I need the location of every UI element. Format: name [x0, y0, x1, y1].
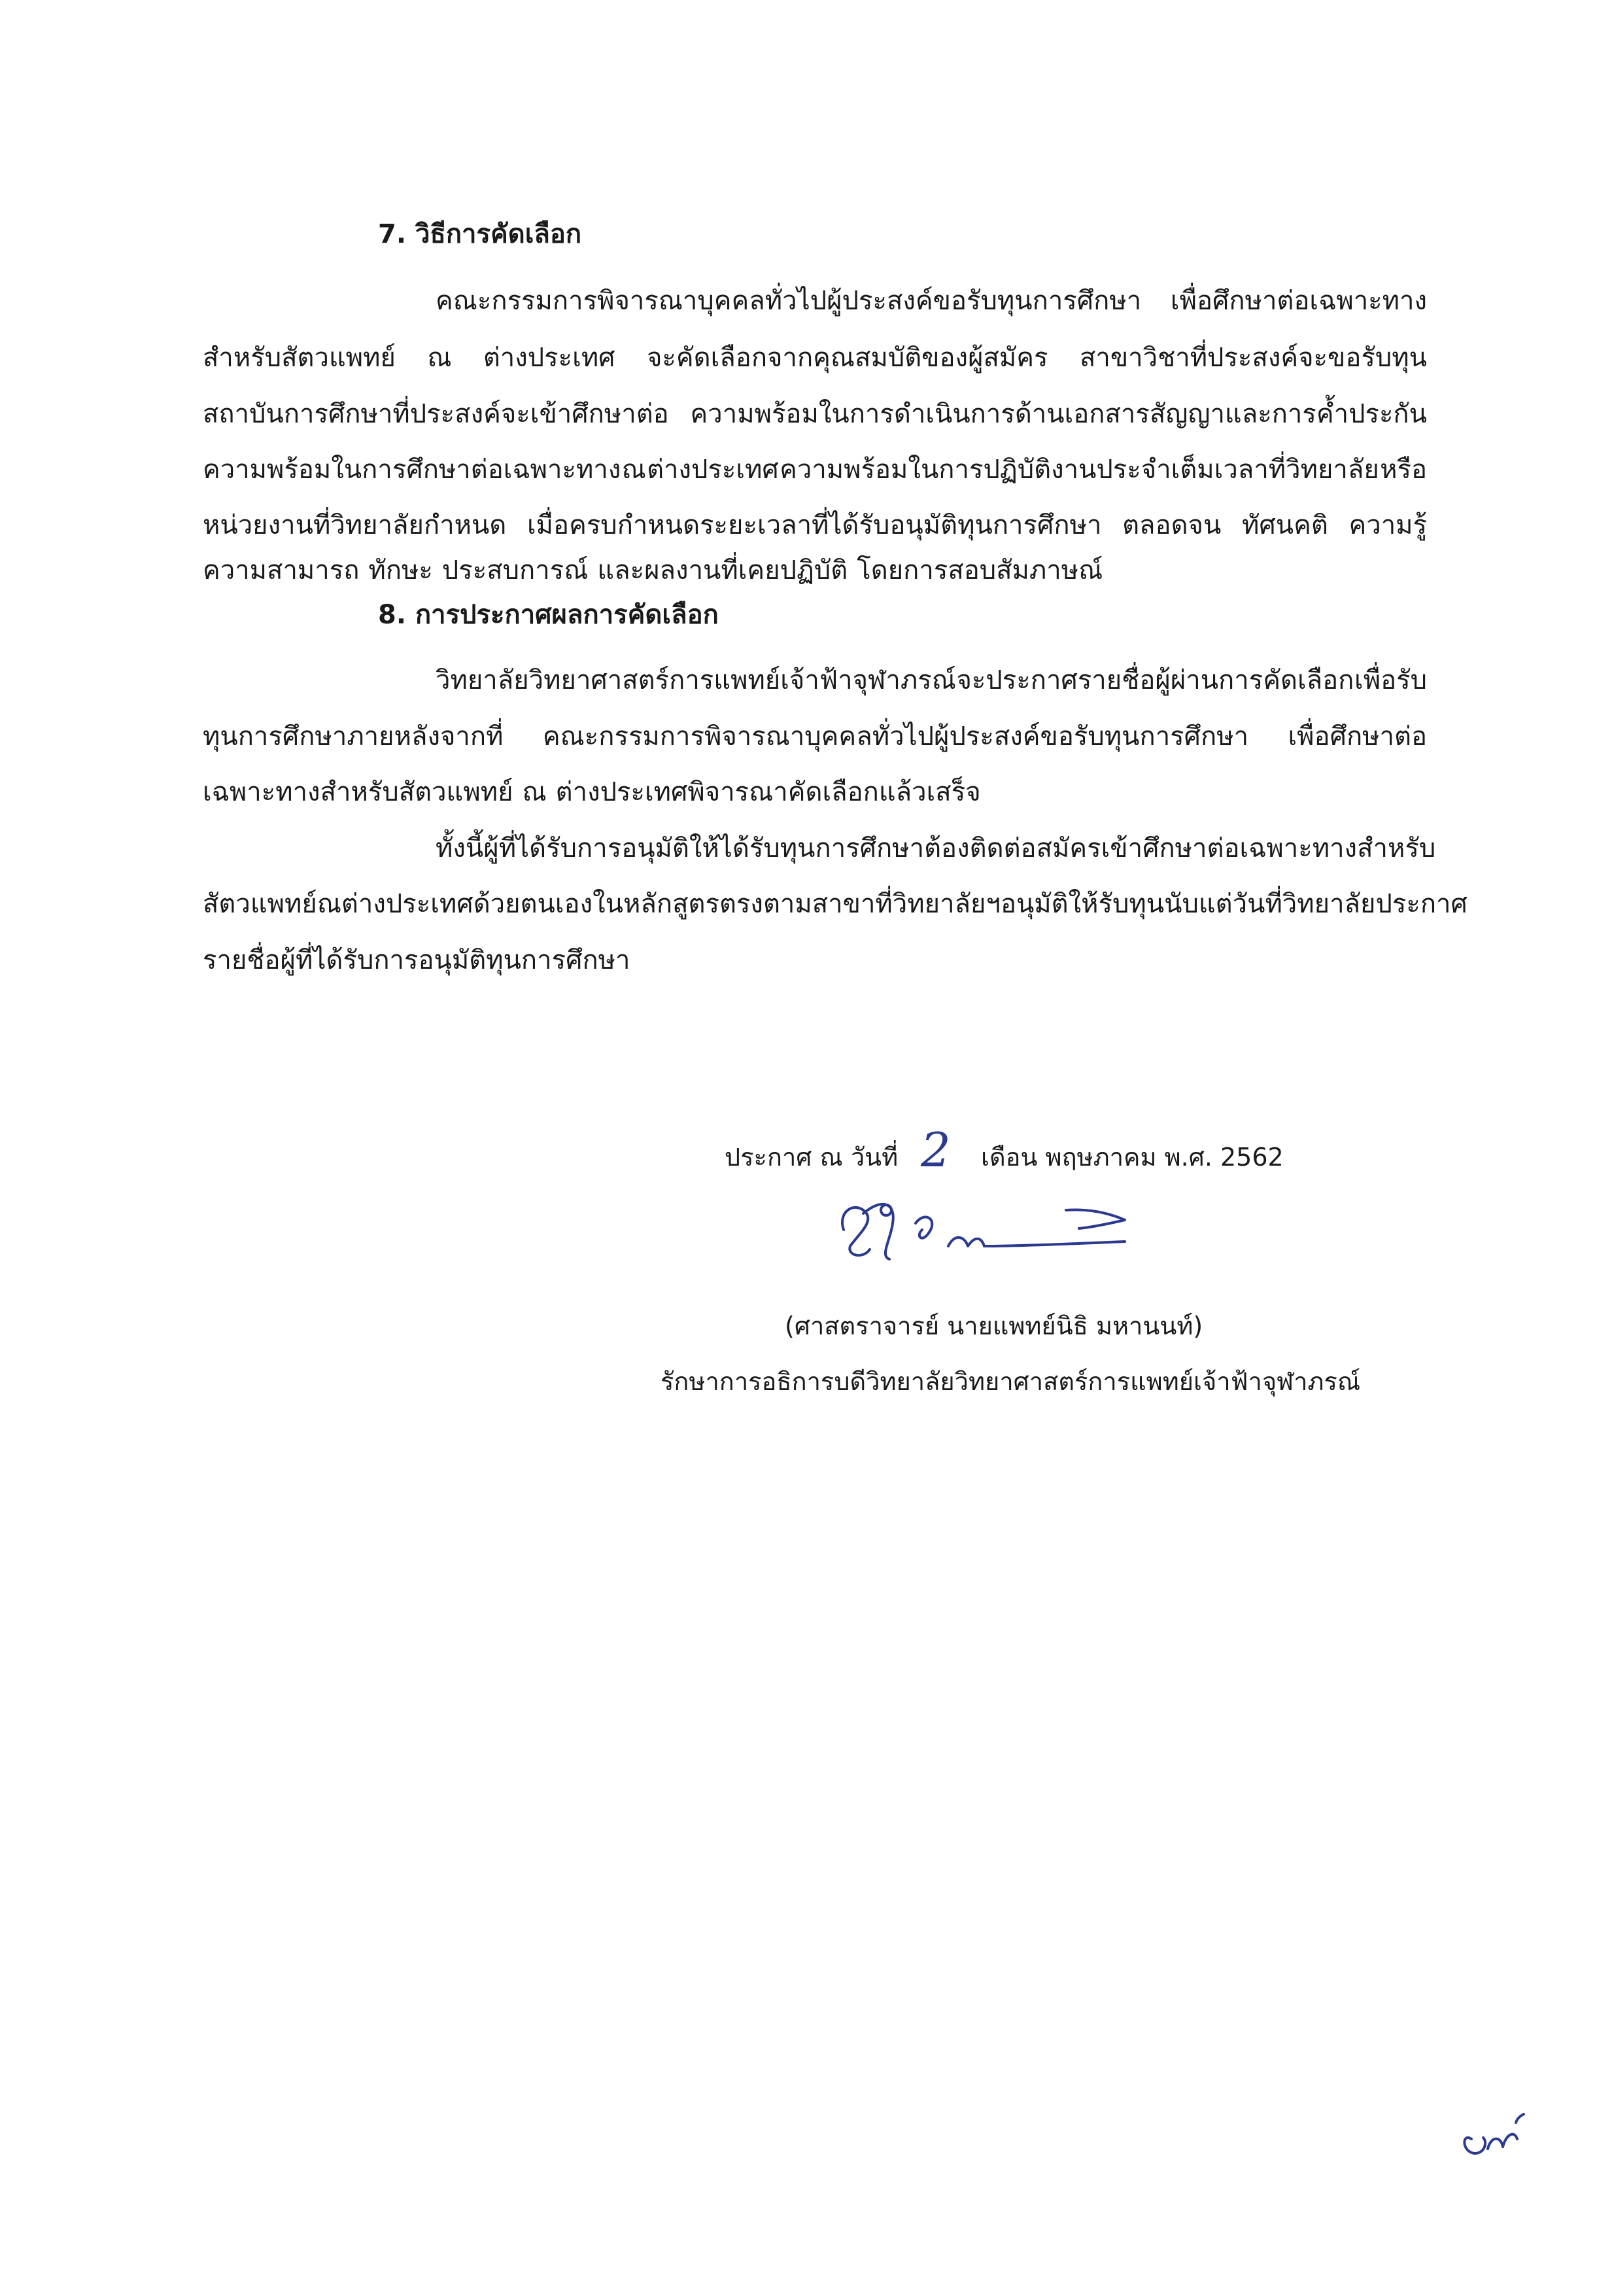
section-8-para-2-line-2	[203, 889, 1468, 919]
text-segment: สาขาวิชาที่ประสงค์จะขอรับทุน	[1079, 343, 1427, 373]
text-segment: คณะกรรมการพิจารณาบุคคลทั่วไปผู้ประสงค์ขอรับทุนการศึกษา	[436, 286, 1142, 316]
text-segment: ความรู้	[1348, 510, 1427, 540]
text-segment: ต่างประเทศพิจารณาคัดเลือกแล้วเสร็จ	[555, 777, 981, 807]
section-8-para-2-line-1	[436, 833, 1436, 863]
signature-image	[817, 1184, 1158, 1276]
text-segment: ประสบการณ์	[441, 555, 589, 585]
text-segment: สำหรับสัตวแพทย์	[203, 343, 396, 373]
text-segment: สัตวแพทย์	[203, 889, 317, 919]
announcement-prefix: ประกาศ ณ วันที่	[725, 1143, 899, 1172]
text-segment: จะประกาศรายชื่อผู้ผ่านการคัดเลือก	[956, 665, 1354, 695]
text-segment: โดยการสอบสัมภาษณ์	[857, 555, 1103, 585]
text-segment: ทักษะ	[368, 555, 433, 585]
section-7-line-4	[203, 457, 1427, 483]
text-segment: ณ	[317, 889, 341, 919]
text-segment: ณ	[621, 455, 646, 485]
section-7-line-5	[203, 512, 1427, 538]
text-segment: ในหลักสูตรตรงตามสาขาที่วิทยาลัยฯอนุมัติให้รับทุน	[592, 889, 1165, 919]
text-segment: หรือ	[1380, 455, 1427, 485]
text-segment: เฉพาะทางสำหรับสัตวแพทย์	[203, 777, 513, 807]
section-8-para-1-line-3	[203, 779, 1427, 805]
text-segment: วิทยาลัยวิทยาศาสตร์การแพทย์เจ้าฟ้าจุฬาภรณ์	[436, 665, 956, 695]
text-segment: ต่างประเทศ	[341, 889, 473, 919]
text-segment: ด้วยตนเอง	[473, 889, 593, 919]
section-8-para-2-line-3	[203, 947, 1427, 973]
section-8-heading: 8. การประกาศผลการคัดเลือก	[378, 600, 719, 630]
section-8-para-1-line-2	[203, 723, 1427, 750]
text-segment: ทั้งนี้	[436, 833, 484, 863]
text-segment: ผู้ที่ได้รับการอนุมัติให้ได้รับทุนการศึกษาต้องติดต่อสมัครเข้าศึกษาต่อเฉพาะทางสำหรับ	[483, 833, 1436, 863]
text-segment: เมื่อครบกำหนดระยะเวลาที่ได้รับอนุมัติทุนการศึกษา	[527, 510, 1102, 540]
text-segment: ต่างประเทศ	[483, 343, 615, 373]
text-segment: คณะกรรมการพิจารณาบุคคลทั่วไปผู้ประสงค์ขอรับทุนการศึกษา	[542, 722, 1249, 752]
text-segment: ความพร้อมในการปฏิบัติงานประจำเต็มเวลาที่วิทยาลัย	[780, 455, 1379, 485]
text-segment: เพื่อศึกษาต่อ	[1288, 722, 1427, 752]
section-7-line-2	[203, 345, 1427, 371]
signatory-name: (ศาสตราจารย์ นายแพทย์นิธิ มหานนท์)	[785, 1312, 1203, 1340]
text-segment: และผลงานที่เคยปฏิบัติ	[597, 555, 848, 585]
text-segment: ณ	[427, 343, 452, 373]
text-segment: ความพร้อมในการดำเนินการด้านเอกสารสัญญาและการค้ำประกัน	[690, 399, 1427, 429]
section-8-para-1-line-1	[436, 667, 1427, 693]
text-segment: ต่างประเทศ	[647, 455, 779, 485]
section-7-line-1	[436, 288, 1427, 314]
announcement-month-year: เดือน พฤษภาคม พ.ศ. 2562	[981, 1143, 1284, 1172]
text-segment: ความสามารถ	[203, 555, 360, 585]
text-segment: ตลอดจน	[1122, 510, 1222, 540]
signatory-position: รักษาการอธิการบดีวิทยาลัยวิทยาศาสตร์การแพทย์เจ้าฟ้าจุฬาภรณ์	[661, 1367, 1361, 1396]
text-segment: เพื่อศึกษาต่อเฉพาะทาง	[1170, 286, 1427, 316]
text-segment: ความพร้อมในการศึกษาต่อเฉพาะทาง	[203, 455, 621, 485]
section-7-heading: 7. วิธีการคัดเลือก	[378, 219, 582, 249]
initials-mark-image	[1452, 2100, 1537, 2165]
text-segment: ณ	[522, 777, 547, 807]
text-segment: ทัศนคติ	[1241, 510, 1328, 540]
text-segment: เพื่อรับ	[1354, 665, 1427, 695]
section-7-line-6	[203, 557, 1427, 583]
section-7-line-3	[203, 401, 1427, 427]
text-segment: สถาบันการศึกษาที่ประสงค์จะเข้าศึกษาต่อ	[203, 399, 669, 429]
text-segment: รายชื่อผู้ที่ได้รับการอนุมัติทุนการศึกษา	[203, 945, 630, 975]
handwritten-day: 2	[921, 1122, 951, 1177]
text-segment: นับแต่วันที่วิทยาลัยประกาศ	[1164, 889, 1468, 919]
text-segment: หน่วยงานที่วิทยาลัยกำหนด	[203, 510, 507, 540]
text-segment: ทุนการศึกษาภายหลังจากที่	[203, 722, 504, 752]
text-segment: จะคัดเลือกจากคุณสมบัติของผู้สมัคร	[646, 343, 1048, 373]
